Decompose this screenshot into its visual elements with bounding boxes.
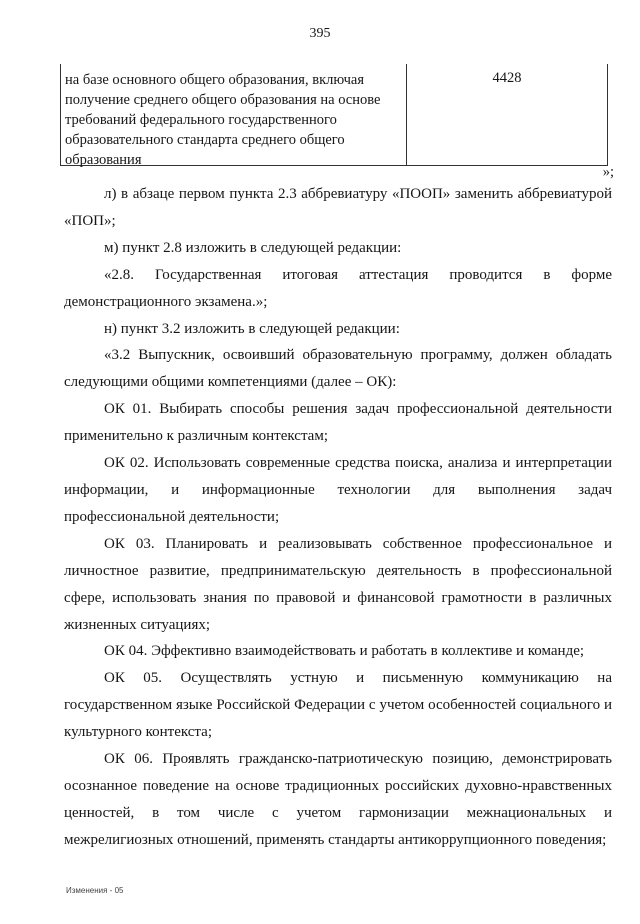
paragraph-ok-03: ОК 03. Планировать и реализовывать собственное профессиональное и личностное развитие, предпринимательскую деятельность в профессиональной сфере, использовать знания по правовой и финансовой грамотности в различных жизненных ситуациях; (64, 535, 612, 633)
paragraph-ok-01: ОК 01. Выбирать способы решения задач профессиональной деятельности применительно к различным контекстам; (64, 401, 612, 445)
paragraph-l: л) в абзаце первом пункта 2.3 аббревиатуру «ПООП» заменить аббревиатурой «ПОП»; (64, 186, 612, 229)
paragraph-ok-06: ОК 06. Проявлять гражданско-патриотическую позицию, демонстрировать осознанное поведение на основе традиционных российских духовно-нравственных ценностей, в том числе с учетом гармонизации межнациональных и межрелигиозных отношений, применять стандарты антикоррупционного поведения; (64, 751, 612, 848)
table-cell-program-basis: на базе основного общего образования, включая получение среднего общего образования на основе требований федерального государственного образовательного стандарта среднего общего образования (61, 64, 407, 165)
paragraph-m: м) пункт 2.8 изложить в следующей редакции: (104, 239, 402, 256)
paragraph-3-2: «3.2 Выпускник, освоивший образовательную программу, должен обладать следующими общими компетенциями (далее – ОК): (64, 347, 612, 391)
document-body (64, 181, 612, 854)
footer-note: Изменения - 05 (66, 886, 124, 895)
paragraph-n: н) пункт 3.2 изложить в следующей редакции: (104, 320, 400, 337)
page-number: 395 (309, 26, 331, 41)
paragraph-ok-02: ОК 02. Использовать современные средства поиска, анализа и интерпретации информации, и информационные технологии для выполнения задач профессиональной деятельности; (64, 455, 612, 525)
table-cell-hours: 4428 (492, 70, 522, 86)
table-fragment (60, 64, 608, 166)
table-closing-quote: »; (602, 164, 614, 180)
paragraph-ok-05: ОК 05. Осуществлять устную и письменную коммуникацию на государственном языке Российской Федерации с учетом особенностей социального и культурного контекста; (64, 670, 612, 741)
paragraph-2-8: «2.8. Государственная итоговая аттестация проводится в форме демонстрационного экзамена.»; (64, 266, 612, 310)
paragraph-ok-04: ОК 04. Эффективно взаимодействовать и работать в коллективе и команде; (104, 643, 585, 660)
